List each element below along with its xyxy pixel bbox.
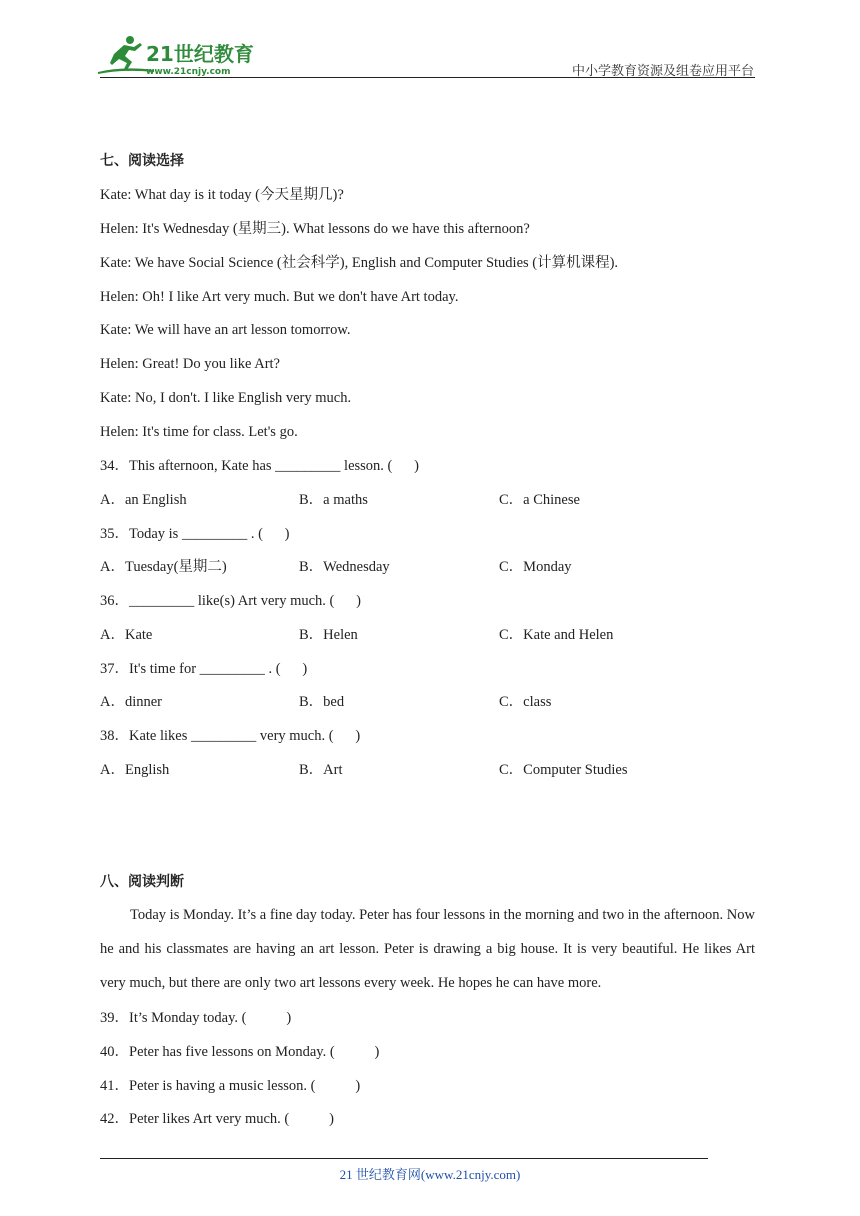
question-39: 39．It’s Monday today. ( ) bbox=[100, 1010, 292, 1026]
option-38-c[interactable]: C．Computer Studies bbox=[499, 762, 628, 778]
question-34: 34．This afternoon, Kate has _________ lesson. ( ) bbox=[100, 458, 419, 474]
option-36-a[interactable]: A．Kate bbox=[100, 627, 153, 643]
footer-divider bbox=[100, 1158, 708, 1159]
dialogue-line: Helen: It's time for class. Let's go. bbox=[100, 424, 298, 440]
option-37-c[interactable]: C．class bbox=[499, 694, 552, 710]
option-37-a[interactable]: A．dinner bbox=[100, 694, 163, 710]
option-36-b[interactable]: B．Helen bbox=[299, 627, 358, 643]
question-40: 40．Peter has five lessons on Monday. ( ) bbox=[100, 1044, 380, 1060]
reading-passage bbox=[100, 898, 755, 1000]
option-34-b[interactable]: B．a maths bbox=[299, 492, 368, 508]
header-divider bbox=[100, 77, 755, 78]
option-38-b[interactable]: B．Art bbox=[299, 762, 343, 778]
dialogue-line: Helen: It's Wednesday (星期三). What lessons do we have this afternoon? bbox=[100, 221, 530, 237]
question-38: 38．Kate likes _________ very much. ( ) bbox=[100, 728, 361, 744]
option-35-c[interactable]: C．Monday bbox=[499, 559, 572, 575]
option-36-c[interactable]: C．Kate and Helen bbox=[499, 627, 614, 643]
option-35-a[interactable]: A．Tuesday(星期二) bbox=[100, 559, 227, 575]
svg-text:21世纪教育: 21世纪教育 bbox=[146, 42, 254, 66]
site-logo bbox=[94, 32, 264, 78]
question-36: 36．_________ like(s) Art very much. ( ) bbox=[100, 593, 361, 609]
question-37: 37．It's time for _________ . ( ) bbox=[100, 661, 308, 677]
runner-logo-icon bbox=[94, 32, 264, 78]
section8-title: 八、阅读判断 bbox=[100, 874, 184, 890]
footer-link[interactable]: 21 世纪教育网(www.21cnjy.com) bbox=[339, 1167, 521, 1182]
option-37-b[interactable]: B．bed bbox=[299, 694, 345, 710]
dialogue-line: Kate: No, I don't. I like English very much. bbox=[100, 390, 352, 406]
option-34-c[interactable]: C．a Chinese bbox=[499, 492, 580, 508]
header-platform-text: 中小学教育资源及组卷应用平台 bbox=[571, 63, 754, 78]
question-42: 42．Peter likes Art very much. ( ) bbox=[100, 1111, 334, 1127]
dialogue-line: Helen: Oh! I like Art very much. But we don't have Art today. bbox=[100, 289, 459, 305]
passage-text: Today is Monday. It’s a fine day today. Peter has four lessons in the morning and two in the afternoon. Now he and his classmates are having an art lesson. Peter is drawing a big house. It is very beautiful. He likes Art very much, but there are only two art lessons every week. He hopes he can have more. bbox=[100, 907, 755, 991]
section7-title: 七、阅读选择 bbox=[100, 153, 184, 169]
dialogue-line: Kate: What day is it today (今天星期几)? bbox=[100, 187, 344, 203]
option-34-a[interactable]: A．an English bbox=[100, 492, 187, 508]
option-35-b[interactable]: B．Wednesday bbox=[299, 559, 390, 575]
option-38-a[interactable]: A．English bbox=[100, 762, 170, 778]
question-35: 35．Today is _________ . ( ) bbox=[100, 526, 290, 542]
dialogue-line: Kate: We have Social Science (社会科学), English and Computer Studies (计算机课程). bbox=[100, 255, 619, 271]
dialogue-line: Helen: Great! Do you like Art? bbox=[100, 356, 280, 372]
svg-text:www.21cnjy.com: www.21cnjy.com bbox=[146, 67, 231, 77]
question-41: 41．Peter is having a music lesson. ( ) bbox=[100, 1078, 361, 1094]
dialogue-line: Kate: We will have an art lesson tomorrow. bbox=[100, 322, 351, 338]
